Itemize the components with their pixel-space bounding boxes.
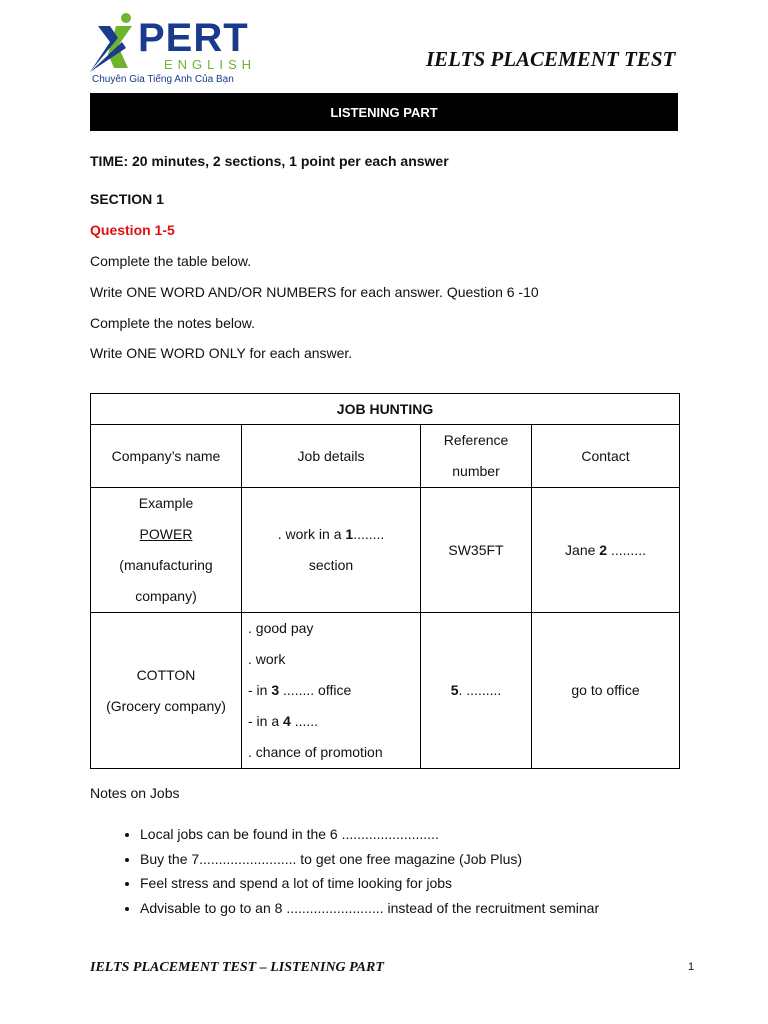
- job-hunting-table: [90, 393, 680, 769]
- logo-slogan: Chuyên Gia Tiếng Anh Của Bạn: [92, 74, 234, 85]
- brand-logo: [88, 12, 268, 85]
- instruction-line: Complete the notes below.: [90, 315, 255, 331]
- section-heading: SECTION 1: [90, 191, 164, 207]
- job-detail-line: [242, 519, 420, 550]
- instruction-line: Write ONE WORD AND/OR NUMBERS for each answer. Question 6 -10: [90, 284, 539, 300]
- list-item: • Feel stress and spend a lot of time looking for jobs: [140, 871, 700, 896]
- company-line: (manufacturing: [119, 557, 213, 573]
- answer-number: 2: [599, 541, 608, 558]
- answer-blank: ......: [290, 713, 319, 729]
- company-line: company): [135, 588, 197, 604]
- header-reference: [421, 425, 532, 488]
- job-detail-text: - in: [248, 682, 272, 698]
- logo-wordmark: PERT: [138, 16, 249, 60]
- company-cell: [91, 488, 242, 613]
- question-heading: Question 1-5: [90, 222, 175, 238]
- time-info: TIME: 20 minutes, 2 sections, 1 point per each answer: [90, 153, 449, 169]
- header-reference-line2: number: [452, 463, 500, 479]
- table-header-row: [91, 425, 680, 488]
- company-line: POWER: [139, 526, 193, 542]
- header-company: Company’s name: [91, 425, 242, 488]
- header-contact: Contact: [532, 425, 680, 488]
- instruction-line: Complete the table below.: [90, 253, 252, 269]
- list-item: • Advisable to go to an 8 ......................... instead of the recruitment seminar: [140, 896, 700, 921]
- company-cell: [91, 613, 242, 769]
- list-item: • Local jobs can be found in the 6 .........................: [140, 822, 700, 847]
- answer-blank: . .........: [458, 682, 502, 698]
- job-detail-line: [248, 706, 420, 737]
- answer-blank: .........: [607, 541, 646, 558]
- company-line: Example: [138, 495, 194, 511]
- job-detail-line: section: [308, 557, 354, 573]
- notes-list: [90, 822, 700, 920]
- job-detail-line: . good pay: [248, 620, 314, 636]
- list-item: • Buy the 7......................... to get one free magazine (Job Plus): [140, 847, 700, 872]
- header-reference-line1: Reference: [443, 432, 509, 448]
- notes-heading: Notes on Jobs: [90, 785, 180, 801]
- job-details-cell: [242, 488, 421, 613]
- contact-cell: [532, 488, 680, 613]
- table-title: JOB HUNTING: [91, 394, 680, 425]
- answer-number: 1: [345, 526, 354, 542]
- job-detail-line: [248, 675, 420, 706]
- page-footer: IELTS PLACEMENT TEST – LISTENING PART: [90, 960, 384, 975]
- contact-cell: go to office: [532, 613, 680, 769]
- table-title-row: [91, 394, 680, 425]
- job-details-cell: [242, 613, 421, 769]
- logo-english: ENGLISH: [164, 57, 257, 72]
- contact-text: Jane: [565, 541, 600, 558]
- reference-cell: [421, 613, 532, 769]
- instruction-line: Write ONE WORD ONLY for each answer.: [90, 345, 353, 361]
- company-line: (Grocery company): [106, 697, 226, 714]
- answer-blank: ........ office: [279, 682, 352, 698]
- reference-cell: SW35FT: [421, 488, 532, 613]
- answer-number: 3: [271, 682, 280, 698]
- job-detail-text: . work in a: [277, 526, 346, 542]
- banner-label: LISTENING PART: [330, 104, 438, 120]
- table-row: [91, 488, 680, 613]
- job-detail-line: . chance of promotion: [248, 744, 383, 760]
- job-detail-line: . work: [248, 651, 286, 667]
- answer-number: 4: [283, 713, 291, 729]
- answer-blank: ........: [353, 526, 385, 542]
- header-job-details: Job details: [242, 425, 421, 488]
- company-line: COTTON: [136, 666, 196, 683]
- document-title: IELTS PLACEMENT TEST: [426, 47, 676, 71]
- page-number: 1: [688, 961, 695, 973]
- table-row: [91, 613, 680, 769]
- job-detail-text: - in a: [248, 713, 284, 729]
- listening-part-banner: [90, 93, 678, 131]
- answer-number: 5: [450, 682, 459, 698]
